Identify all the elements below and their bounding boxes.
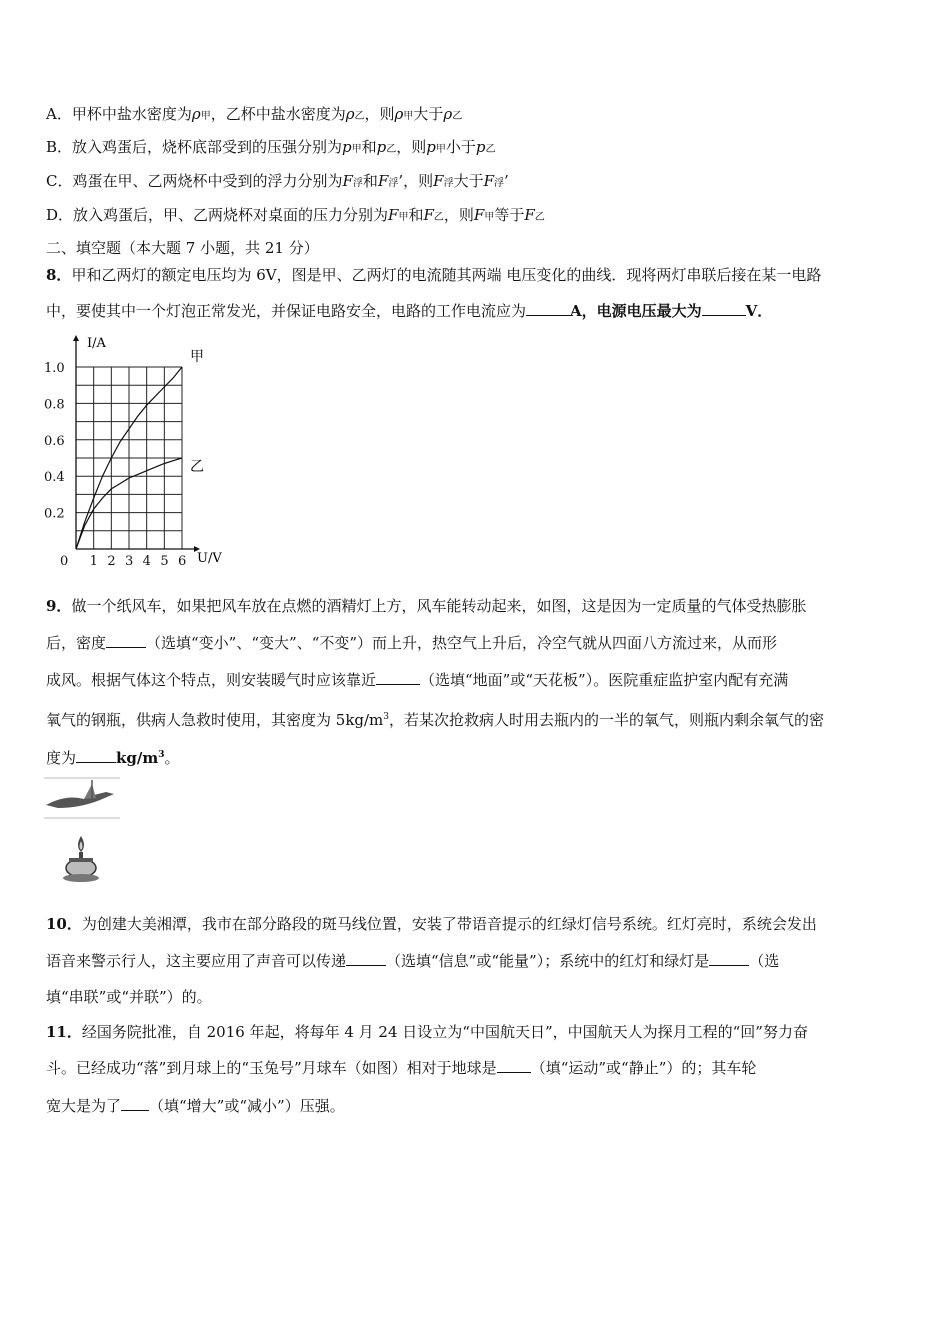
q9-line1: 9．做一个纸风车，如果把风车放在点燃的酒精灯上方，风车能转动起来，如图，这是因为一定质量的气体受热膨胀 <box>46 597 807 615</box>
y-tick-label: 0.6 <box>44 433 65 449</box>
x-axis-label: U/V <box>197 551 222 566</box>
q10-line1: 10．为创建大美湘潭，我市在部分路段的斑马线位置，安装了带语音提示的红绿灯信号系统。红灯亮时，系统会发出 <box>46 915 817 933</box>
option-b: B．放入鸡蛋后，烧杯底部受到的压强分别为p甲和p乙，则p甲小于p乙 <box>46 138 496 156</box>
option-a: A．甲杯中盐水密度为ρ甲，乙杯中盐水密度为ρ乙，则ρ甲大于ρ乙 <box>46 105 463 123</box>
q9-line5: 度为 $kg/m^3$。 <box>46 749 180 767</box>
x-tick-label: 0 <box>60 554 69 569</box>
answer-blank[interactable] <box>709 951 749 966</box>
q9-line2: 后，密度 （选填“变小”、“变大”、“不变”）而上升，热空气上升后，冷空气就从四面八方流过来，从而形 <box>46 634 778 652</box>
x-tick-label: 5 <box>160 554 169 569</box>
answer-blank[interactable] <box>526 301 570 316</box>
y-tick-label: 0.4 <box>44 470 65 486</box>
answer-blank[interactable] <box>497 1058 531 1073</box>
option-d: D．放入鸡蛋后，甲、乙两烧杯对桌面的压力分别为F甲和F乙，则F甲等于F乙 <box>46 206 545 224</box>
chart-ticks <box>44 361 186 569</box>
iv-curve-chart <box>40 330 240 570</box>
chart-grid <box>76 367 182 549</box>
pinwheel-lamp-figure <box>44 772 120 886</box>
x-tick-label: 2 <box>107 554 116 569</box>
answer-blank[interactable] <box>376 670 420 685</box>
y-tick-label: 0.2 <box>44 506 65 522</box>
y-tick-label: 0.8 <box>44 397 65 413</box>
series-label-jia: 甲 <box>190 349 204 365</box>
x-tick-label: 3 <box>125 554 134 569</box>
q8-line1: 8．甲和乙两灯的额定电压均为 6V，图是甲、乙两灯的电流随其两端 电压变化的曲线．现将两灯串联后接在某一电路 <box>46 266 822 284</box>
y-axis-label: I/A <box>87 336 106 351</box>
q9-line3: 成风。根据气体这个特点，则安装暖气时应该靠近 （选填“地面”或“天花板”）。医院重症监护室内配有充满 <box>46 671 789 689</box>
q8-line2: 中，要使其中一个灯泡正常发光，并保证电路安全，电路的工作电流应为 A，电源电压最大为 V． <box>46 302 773 320</box>
answer-blank[interactable] <box>106 633 146 648</box>
series-label-yi: 乙 <box>190 459 204 475</box>
y-tick-label: 1.0 <box>44 361 65 376</box>
option-c: C．鸡蛋在甲、乙两烧杯中受到的浮力分别为F浮和F浮’，则F浮大于F浮’ <box>46 172 509 190</box>
x-tick-label: 1 <box>89 554 98 569</box>
answer-blank[interactable] <box>346 951 386 966</box>
q11-line3: 宽大是为了 （填“增大”或“减小”）压强。 <box>46 1097 345 1115</box>
q11-line2: 斗。已经成功“落”到月球上的“玉兔号”月球车（如图）相对于地球是 （填“运动”或“静止”）的；其车轮 <box>46 1059 757 1077</box>
answer-blank[interactable] <box>121 1096 149 1111</box>
x-tick-label: 4 <box>142 554 151 569</box>
q11-line1: 11．经国务院批准，自 2016 年起，将每年 4 月 24 日设立为“中国航天日”，中国航天人为探月工程的“回”努力奋 <box>46 1023 808 1041</box>
y-axis-arrow-icon <box>73 335 79 341</box>
answer-blank[interactable] <box>76 748 116 763</box>
q9-line4: 氧气的钢瓶，供病人急救时使用，其密度为 $5kg/m^3$，若某次抢救病人时用去瓶内的一半的氧气，则瓶内剩余氧气的密 <box>46 711 825 729</box>
q10-line3: 填“串联”或“并联”）的。 <box>46 988 212 1006</box>
section-heading: 二、填空题（本大题 7 小题，共 21 分） <box>46 239 319 257</box>
answer-blank[interactable] <box>702 301 746 316</box>
q10-line2: 语音来警示行人，这主要应用了声音可以传递 （选填“信息”或“能量”）；系统中的红灯和绿灯是 （选 <box>46 952 780 970</box>
x-tick-label: 6 <box>178 554 187 569</box>
